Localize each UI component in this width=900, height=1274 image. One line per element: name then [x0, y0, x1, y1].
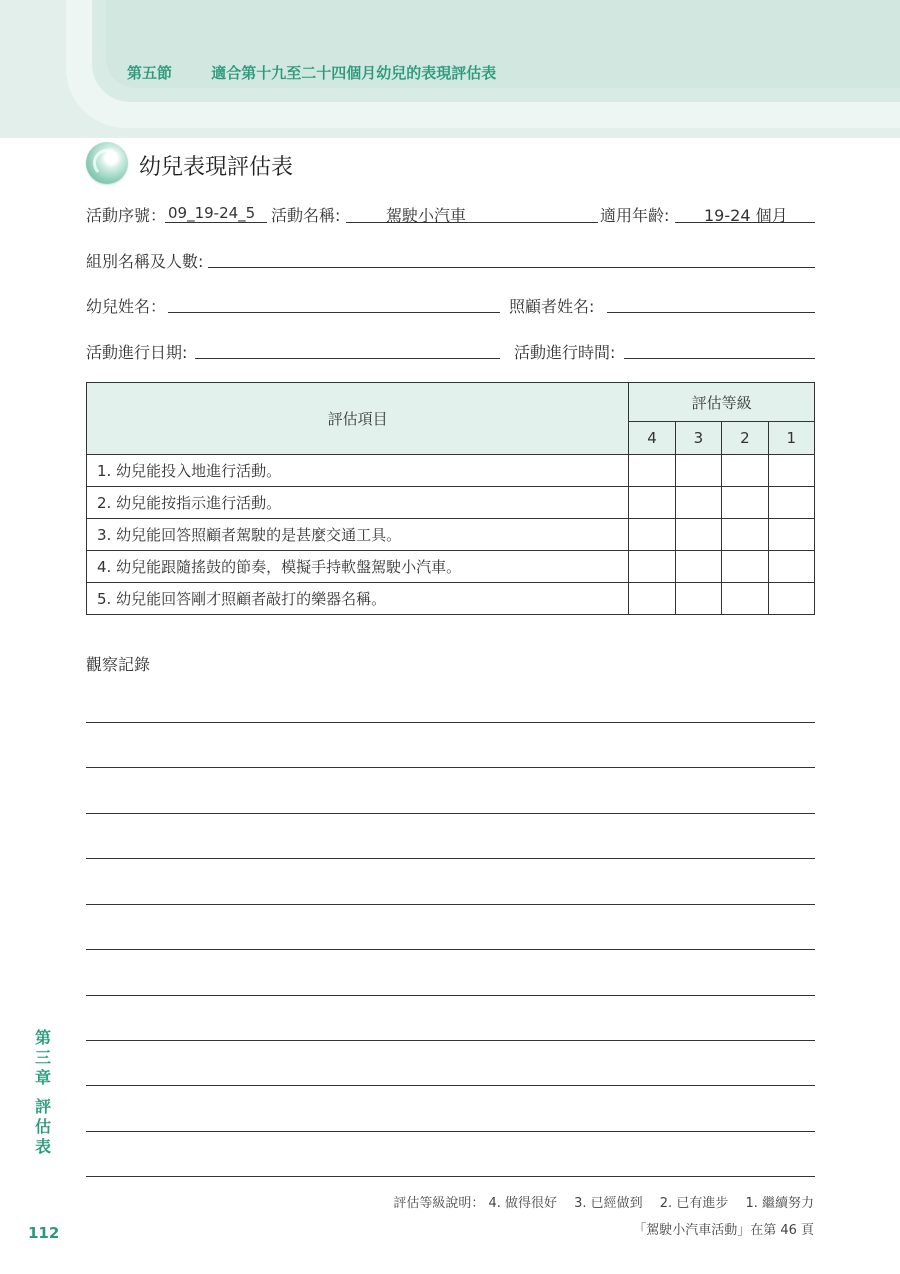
page-reference: 「駕駛小汽車活動」在第 46 頁: [633, 1223, 814, 1238]
date-line[interactable]: [195, 358, 500, 359]
observation-line[interactable]: [86, 858, 815, 859]
level-cell[interactable]: [722, 487, 768, 519]
level-header: 評估等級: [629, 383, 815, 422]
item-text: 5. 幼兒能回答剛才照顧者敲打的樂器名稱。: [87, 583, 629, 615]
item-text: 2. 幼兒能按指示進行活動。: [87, 487, 629, 519]
section-title-text: 適合第十九至二十四個月幼兒的表現評估表: [211, 64, 497, 82]
level-cell[interactable]: [675, 583, 721, 615]
level-cell[interactable]: [629, 551, 675, 583]
level-cell[interactable]: [722, 455, 768, 487]
level-cell[interactable]: [675, 455, 721, 487]
observation-line[interactable]: [86, 767, 815, 768]
observation-line[interactable]: [86, 995, 815, 996]
table-row: [87, 519, 815, 551]
level-cell[interactable]: [768, 583, 814, 615]
observation-line[interactable]: [86, 1085, 815, 1086]
activity-name-line: [346, 222, 598, 223]
table-row: [87, 551, 815, 583]
level-2-header: 2: [722, 422, 768, 455]
time-line[interactable]: [624, 358, 815, 359]
child-name-label: 幼兒姓名：: [86, 297, 167, 316]
activity-name-label: 活動名稱:: [271, 206, 341, 225]
bubble-icon: [86, 142, 128, 184]
observation-line[interactable]: [86, 1131, 815, 1132]
group-line[interactable]: [208, 267, 815, 268]
level-cell[interactable]: [675, 519, 721, 551]
activity-no-label: 活動序號：: [86, 206, 167, 225]
activity-no-value[interactable]: 09_19-24_5: [168, 204, 256, 222]
section-heading: [127, 62, 496, 83]
item-header: 評估項目: [87, 383, 629, 455]
level-cell[interactable]: [722, 519, 768, 551]
time-label: 活動進行時間:: [514, 343, 616, 362]
level-cell[interactable]: [629, 487, 675, 519]
level-cell[interactable]: [629, 583, 675, 615]
observation-label: 觀察記錄: [86, 655, 151, 674]
age-label: 適用年齡:: [600, 206, 670, 225]
level-cell[interactable]: [722, 583, 768, 615]
page-number: 112: [28, 1224, 60, 1242]
level-1-header: 1: [768, 422, 814, 455]
evaluation-table: [86, 382, 815, 615]
observation-line[interactable]: [86, 904, 815, 905]
table-row: [87, 487, 815, 519]
level-cell[interactable]: [768, 551, 814, 583]
child-name-line[interactable]: [168, 312, 500, 313]
level-cell[interactable]: [675, 487, 721, 519]
level-cell[interactable]: [768, 455, 814, 487]
level-cell[interactable]: [629, 455, 675, 487]
date-label: 活動進行日期:: [86, 343, 188, 362]
table-row: [87, 455, 815, 487]
activity-no-line: [165, 222, 267, 223]
age-value[interactable]: 19-24 個月: [704, 206, 788, 225]
observation-line[interactable]: [86, 722, 815, 723]
item-text: 4. 幼兒能跟隨搖鼓的節奏，模擬手持軟盤駕駛小汽車。: [87, 551, 629, 583]
level-cell[interactable]: [768, 487, 814, 519]
chapter-label: 第 三 章: [34, 1028, 51, 1087]
item-text: 1. 幼兒能投入地進行活動。: [87, 455, 629, 487]
group-label: 組別名稱及人數:: [86, 252, 204, 271]
caregiver-label: 照顧者姓名:: [509, 297, 595, 316]
section-number: 第五節: [127, 64, 173, 82]
observation-line[interactable]: [86, 1176, 815, 1177]
item-text: 3. 幼兒能回答照顧者駕駛的是甚麼交通工具。: [87, 519, 629, 551]
chapter-topic-label: 評 估 表: [34, 1097, 51, 1156]
rating-legend: 評估等級說明： 4. 做得很好 3. 已經做到 2. 已有進步 1. 繼續努力: [393, 1196, 814, 1211]
observation-line[interactable]: [86, 949, 815, 950]
level-4-header: 4: [629, 422, 675, 455]
level-3-header: 3: [675, 422, 721, 455]
observation-line[interactable]: [86, 813, 815, 814]
level-cell[interactable]: [629, 519, 675, 551]
activity-name-value[interactable]: 駕駛小汽車: [386, 206, 467, 225]
observation-line[interactable]: [86, 1040, 815, 1041]
level-cell[interactable]: [675, 551, 721, 583]
level-cell[interactable]: [768, 519, 814, 551]
table-row: [87, 583, 815, 615]
level-cell[interactable]: [722, 551, 768, 583]
caregiver-line[interactable]: [607, 312, 815, 313]
form-title: 幼兒表現評估表: [139, 155, 294, 180]
